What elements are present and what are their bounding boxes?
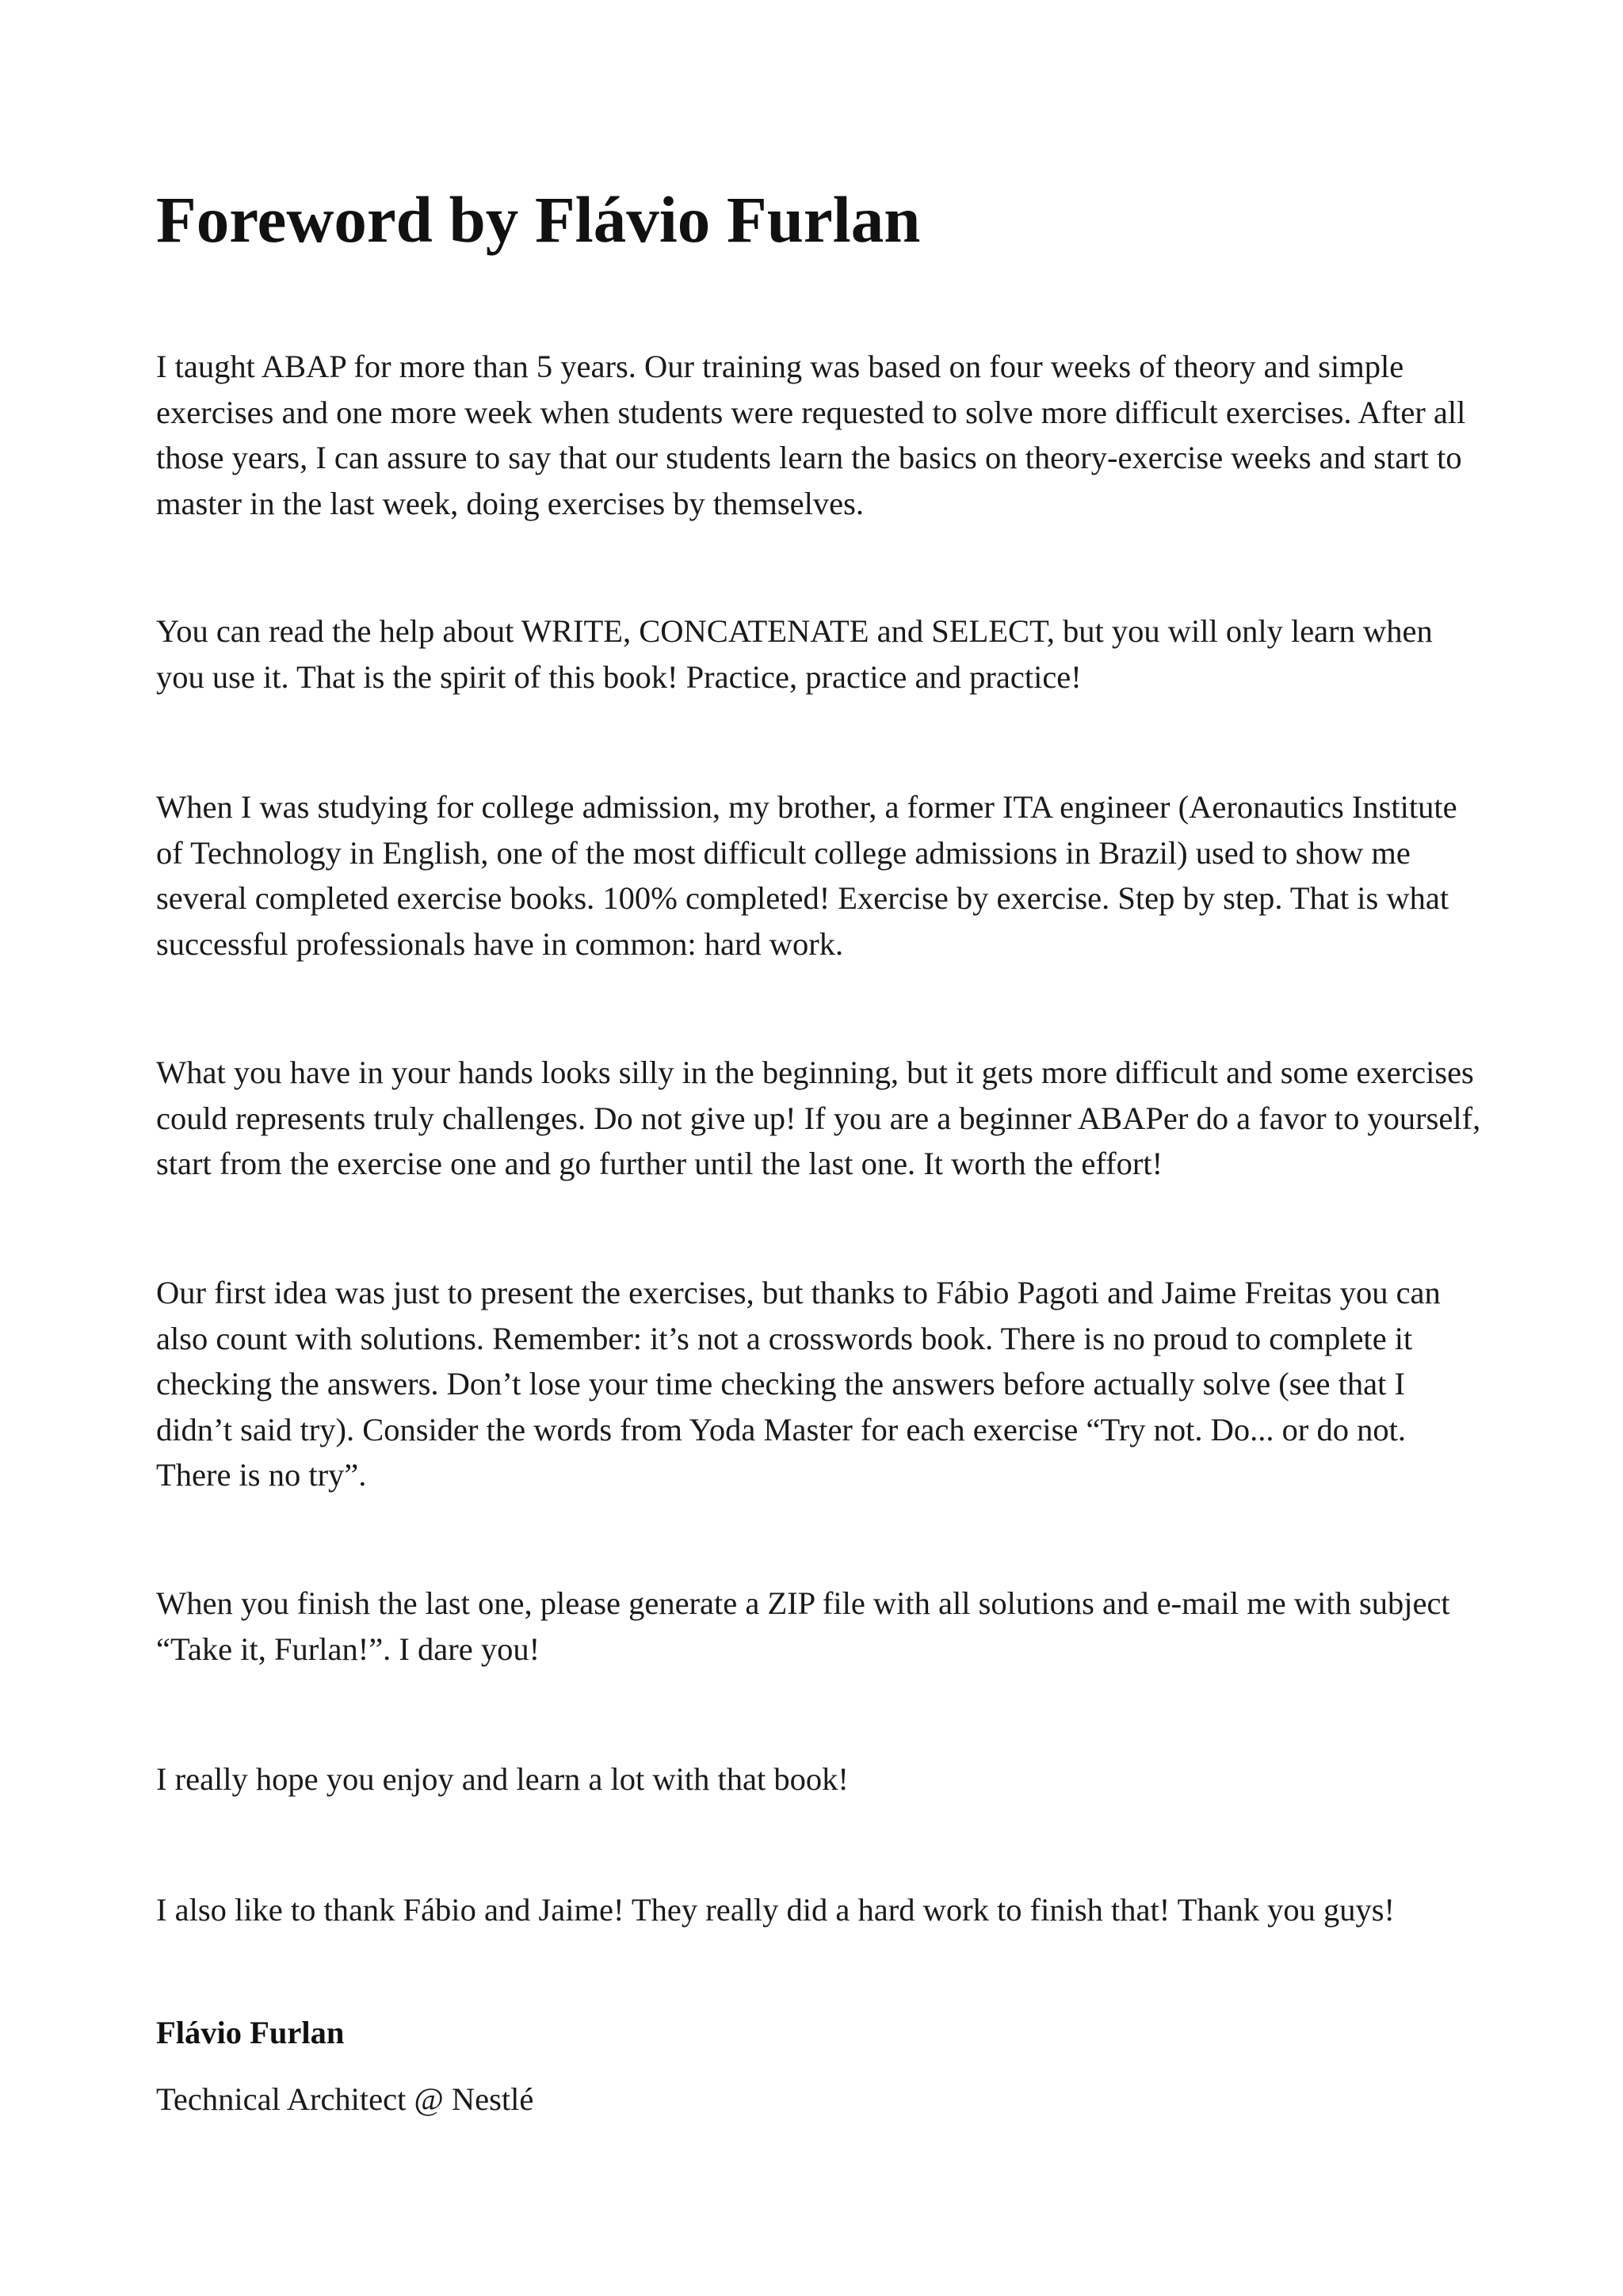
paragraph-4: What you have in your hands looks silly in the beginning, but it gets more difficult and some exercises could represents truly challenges. Do not give up! If you are a beginner ABAPer do a favor to yourself, start from the exercise one and go further until the last one. It worth the effort! bbox=[156, 1055, 1481, 1181]
paragraph-5: Our first idea was just to present the exercises, but thanks to Fábio Pagoti and Jaime Freitas you can also count with solutions. Remember: it’s not a crosswords book. There is no proud to complete it checking the answers. Don’t lose your time checking the answers before actually solve (see that I didn’t said try). Consider the words from Yoda Master for each exercise “Try not. Do... or do not. There is no try”. bbox=[156, 1275, 1441, 1493]
signature-role: Technical Architect @ Nestlé bbox=[156, 2081, 534, 2117]
paragraph-1: I taught ABAP for more than 5 years. Our training was based on four weeks of theory and simple exercises and one more week when students were requested to solve more difficult exercises. After all those years, I can assure to say that our students learn the basics on theory-exercise weeks and start to master in the last week, doing exercises by themselves. bbox=[156, 349, 1466, 521]
page-title: Foreword by Flávio Furlan bbox=[156, 183, 921, 256]
paragraph-3: When I was studying for college admission, my brother, a former ITA engineer (Aeronautics Institute of Technology in English, one of the most difficult college admissions in Brazil) used to show me several completed exercise books. 100% completed! Exercise by exercise. Step by step. That is what successful professionals have in common: hard work. bbox=[156, 789, 1457, 962]
paragraph-6: When you finish the last one, please generate a ZIP file with all solutions and e-mail me with subject “Take it, Furlan!”. I dare you! bbox=[156, 1585, 1450, 1667]
paragraph-2: You can read the help about WRITE, CONCATENATE and SELECT, but you will only learn when you use it. That is the spirit of this book! Practice, practice and practice! bbox=[156, 613, 1433, 695]
paragraph-7: I really hope you enjoy and learn a lot with that book! bbox=[156, 1761, 849, 1797]
signature-name: Flávio Furlan bbox=[156, 2015, 345, 2050]
paragraph-8: I also like to thank Fábio and Jaime! They really did a hard work to finish that! Thank you guys! bbox=[156, 1892, 1396, 1928]
